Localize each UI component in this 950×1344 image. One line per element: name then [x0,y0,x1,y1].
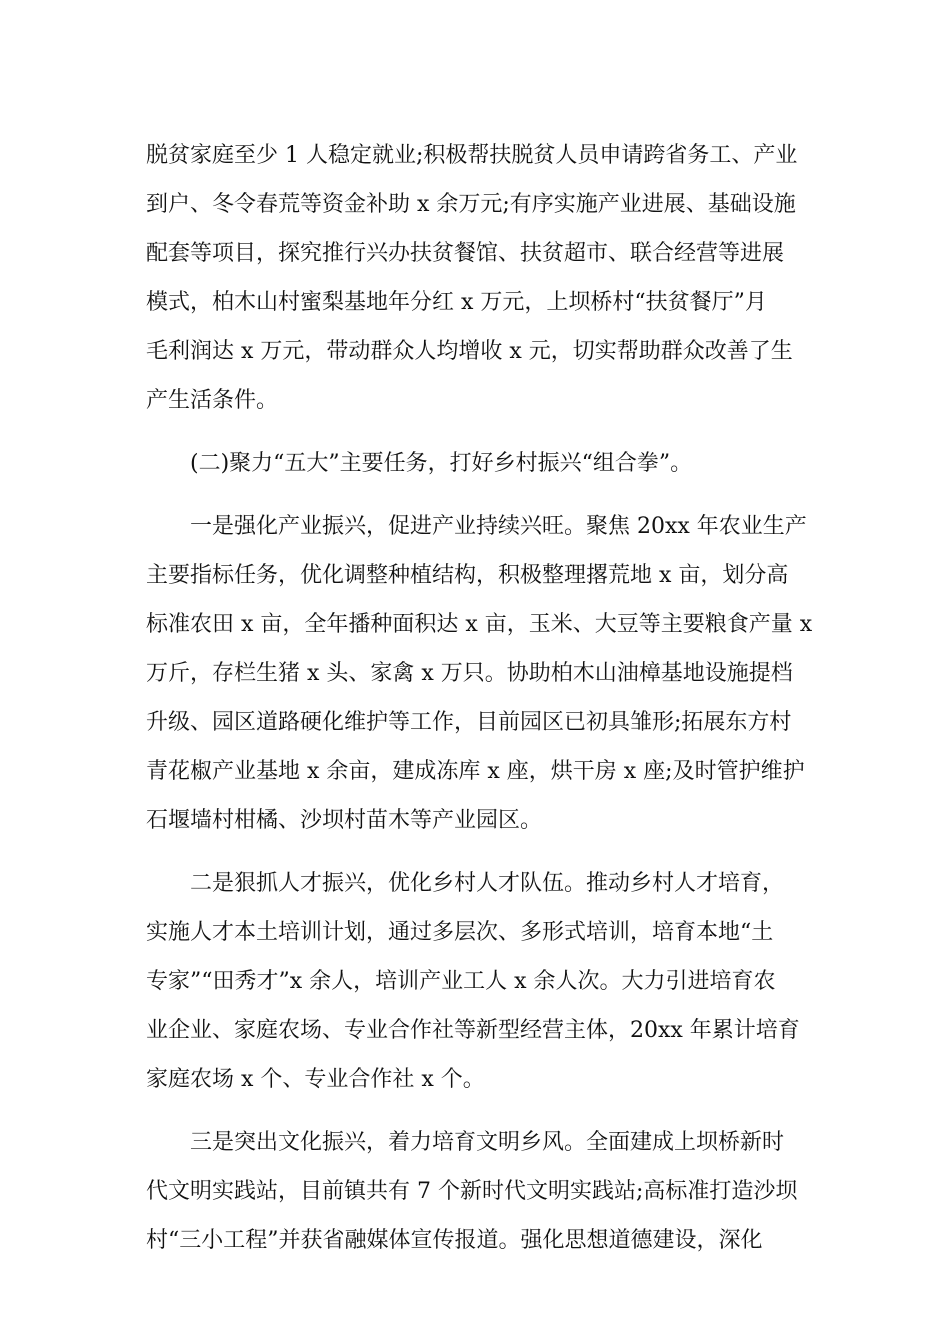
paragraph-line: 万斤，存栏生猪 x 头、家禽 x 万只。协助柏木山油樟基地设施提档 [146,661,793,686]
paragraph-line: 石堰墙村柑橘、沙坝村苗木等产业园区。 [146,808,543,833]
paragraph-line: 升级、园区道路硬化维护等工作，目前园区已初具雏形;拓展东方村 [146,710,792,735]
paragraph-line: 专家”“田秀才”x 余人，培训产业工人 x 余人次。大力引进培育农 [146,969,776,994]
paragraph-p5 [146,1118,822,1265]
paragraph-line: 到户、冬令春荒等资金补助 x 余万元;有序实施产业进展、基础设施 [146,192,796,217]
paragraph-p3 [146,502,822,845]
paragraph-line: 青花椒产业基地 x 余亩，建成冻库 x 座，烘干房 x 座;及时管护维护 [146,759,805,784]
paragraph-line: (二)聚力“五大”主要任务，打好乡村振兴“组合拳”。 [190,451,693,476]
paragraph-spacer [146,425,822,439]
paragraph-line: 毛利润达 x 万元，带动群众人均增收 x 元，切实帮助群众改善了生 [146,339,793,364]
paragraph-p2 [146,439,822,488]
paragraph-line: 配套等项目，探究推行兴办扶贫餐馆、扶贫超市、联合经营等进展 [146,241,785,266]
paragraph-spacer [146,488,822,502]
paragraph-line: 业企业、家庭农场、专业合作社等新型经营主体，20xx 年累计培育 [146,1018,800,1043]
paragraph-p4 [146,859,822,1104]
paragraph-spacer [146,1104,822,1118]
paragraph-line: 家庭农场 x 个、专业合作社 x 个。 [146,1067,485,1092]
paragraph-line: 脱贫家庭至少 1 人稳定就业;积极帮扶脱贫人员申请跨省务工、产业 [146,143,798,168]
paragraph-p1 [146,131,822,425]
paragraph-line: 主要指标任务，优化调整种植结构，积极整理撂荒地 x 亩，划分高 [146,563,789,588]
paragraph-line: 三是突出文化振兴，着力培育文明乡风。全面建成上坝桥新时 [190,1130,785,1155]
paragraph-line: 标准农田 x 亩，全年播种面积达 x 亩，玉米、大豆等主要粮食产量 x [146,612,813,637]
document-body [146,131,822,1265]
paragraph-line: 产生活条件。 [146,388,279,413]
paragraph-line: 二是狠抓人才振兴，优化乡村人才队伍。推动乡村人才培育， [190,871,785,896]
paragraph-line: 模式，柏木山村蜜梨基地年分红 x 万元，上坝桥村“扶贫餐厅”月 [146,290,767,315]
paragraph-line: 一是强化产业振兴，促进产业持续兴旺。聚焦 20xx 年农业生产 [190,514,807,539]
paragraph-line: 代文明实践站，目前镇共有 7 个新时代文明实践站;高标准打造沙坝 [146,1179,798,1204]
paragraph-line: 村“三小工程”并获省融媒体宣传报道。强化思想道德建设，深化 [146,1228,763,1253]
paragraph-line: 实施人才本土培训计划，通过多层次、多形式培训，培育本地“土 [146,920,774,945]
paragraph-spacer [146,845,822,859]
